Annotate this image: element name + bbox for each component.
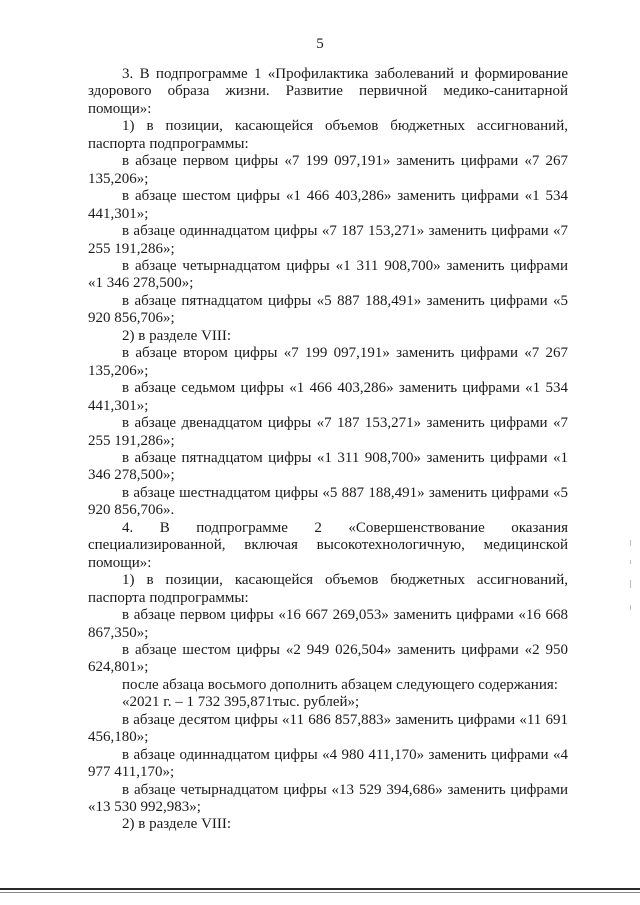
scan-margin-mark <box>630 540 631 546</box>
paragraph-item: в абзаце четырнадцатом цифры «1 311 908,700» заменить цифрами «1 346 278,500»; <box>88 257 568 292</box>
paragraph-section-viii: 2) в разделе VIII: <box>122 327 232 344</box>
paragraph-item: в абзаце четырнадцатом цифры «13 529 394,686» заменить цифрами «13 530 992,983»; <box>88 781 568 816</box>
paragraph-item: в абзаце пятнадцатом цифры «1 311 908,700» заменить цифрами «1 346 278,500»; <box>88 449 568 484</box>
scan-margin-mark <box>630 580 631 588</box>
document-body <box>88 66 568 834</box>
paragraph-item: в абзаце шестом цифры «2 949 026,504» заменить цифрами «2 950 624,801»; <box>88 641 568 676</box>
paragraph-section-viii: 2) в разделе VIII: <box>122 816 232 833</box>
paragraph-item: в абзаце одиннадцатом цифры «7 187 153,271» заменить цифрами «7 255 191,286»; <box>88 223 568 257</box>
paragraph-4-header: 4. В подпрограмме 2 «Совершенствование оказания специализированной, включая высокотехнологичную, медицинской помощи»: <box>88 519 568 571</box>
paragraph-passport-position: 1) в позиции, касающейся объемов бюджетных ассигнований, паспорта подпрограммы: <box>88 118 568 152</box>
paragraph-quote: «2021 г. – 1 732 395,871тыс. рублей»; <box>122 694 360 711</box>
paragraph-3-header: 3. В подпрограмме 1 «Профилактика заболеваний и формирование здорового образа жизни. Развитие первичной медико-санитарной помощи»: <box>88 66 568 117</box>
paragraph-item: в абзаце шестнадцатом цифры «5 887 188,491» заменить цифрами «5 920 856,706». <box>88 484 568 519</box>
paragraph-item: в абзаце первом цифры «7 199 097,191» заменить цифрами «7 267 135,206»; <box>88 153 568 187</box>
scan-margin-mark <box>630 605 631 610</box>
paragraph-item: в абзаце шестом цифры «1 466 403,286» заменить цифрами «1 534 441,301»; <box>88 188 568 222</box>
paragraph-item: в абзаце пятнадцатом цифры «5 887 188,491» заменить цифрами «5 920 856,706»; <box>88 292 568 327</box>
page-number: 5 <box>316 36 324 52</box>
paragraph-item: в абзаце первом цифры «16 667 269,053» заменить цифрами «16 668 867,350»; <box>88 607 568 641</box>
paragraph-item: после абзаца восьмого дополнить абзацем следующего содержания: <box>122 676 558 693</box>
paragraph-item: в абзаце десятом цифры «11 686 857,883» заменить цифрами «11 691 456,180»; <box>88 711 568 746</box>
paragraph-item: в абзаце одиннадцатом цифры «4 980 411,170» заменить цифрами «4 977 411,170»; <box>88 746 568 781</box>
scan-bottom-edge <box>0 888 640 890</box>
paragraph-item: в абзаце двенадцатом цифры «7 187 153,271» заменить цифрами «7 255 191,286»; <box>88 415 568 449</box>
paragraph-item: в абзаце седьмом цифры «1 466 403,286» заменить цифрами «1 534 441,301»; <box>88 380 568 414</box>
scan-margin-mark <box>630 560 631 564</box>
scan-bottom-edge <box>0 892 640 893</box>
paragraph-passport-position: 1) в позиции, касающейся объемов бюджетных ассигнований, паспорта подпрограммы: <box>88 572 568 606</box>
paragraph-item: в абзаце втором цифры «7 199 097,191» заменить цифрами «7 267 135,206»; <box>88 345 568 379</box>
